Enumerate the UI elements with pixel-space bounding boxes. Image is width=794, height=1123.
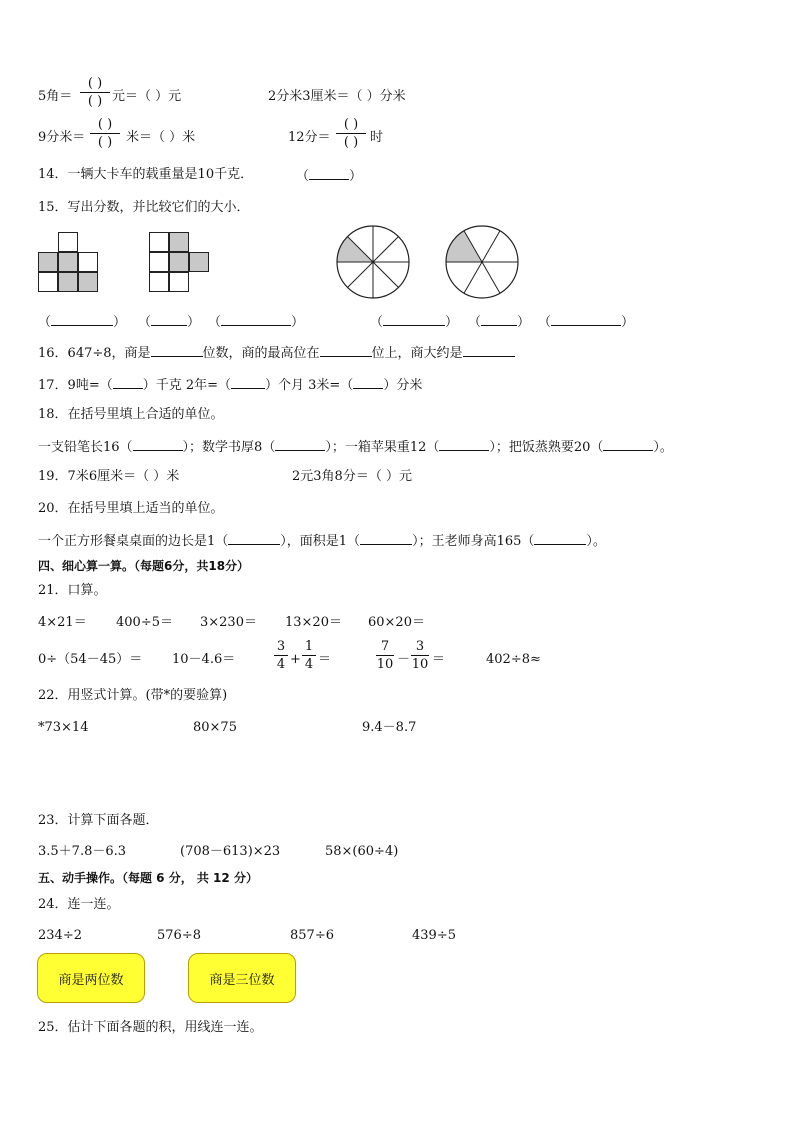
grid-cell-shaded: [169, 252, 189, 272]
answer-blank[interactable]: [353, 376, 383, 389]
grid-cell: [149, 232, 169, 252]
denominator-blank[interactable]: ( ): [87, 94, 103, 109]
grid-cell: [58, 232, 78, 252]
grid-cell-shaded: [58, 252, 78, 272]
grid-cell: [78, 252, 98, 272]
q22-item: 80×75: [193, 720, 237, 735]
fraction-three-quarters: 3 4: [274, 639, 288, 672]
numerator-blank[interactable]: ( ): [343, 117, 359, 132]
q15-answer-1[interactable]: （ ）: [38, 315, 127, 330]
circle-sector-shaded: [337, 237, 373, 263]
denominator-blank[interactable]: ( ): [343, 135, 359, 150]
fraction-seven-tenths: 7 10: [376, 639, 394, 672]
q21-item: 13×20＝: [285, 615, 342, 630]
circle-sector-shaded: [446, 231, 482, 262]
answer-blank[interactable]: [221, 313, 291, 326]
grid-cell: [149, 252, 169, 272]
q14-answer[interactable]: [296, 167, 362, 185]
q13-c-right: 米＝（ ）米: [126, 130, 196, 145]
q15-answer-4[interactable]: （ ）: [538, 315, 635, 330]
fraction-bar: [80, 92, 110, 93]
q13-a-fraction[interactable]: [80, 76, 110, 109]
answer-blank[interactable]: [439, 438, 489, 451]
q13-a-left: 5角＝: [38, 89, 73, 104]
grid-cell-shaded: [58, 272, 78, 292]
q21-item: 0÷（54－45）＝: [38, 652, 143, 667]
answer-blank[interactable]: [534, 532, 586, 545]
q13-d-right: 时: [370, 130, 384, 145]
answer-blank[interactable]: [360, 532, 412, 545]
answer-blank[interactable]: [133, 438, 183, 451]
q14-text: 14．一辆大卡车的载重量是10千克．: [38, 167, 254, 182]
q16: 16．647÷8，商是 位数，商的最高位在 位上，商大约是: [38, 344, 515, 362]
answer-blank[interactable]: [151, 313, 187, 326]
equals-sign: ＝: [432, 652, 446, 667]
q21-item: 3×230＝: [200, 615, 257, 630]
paren-open: （: [296, 169, 310, 184]
q23-item: 58×(60÷4): [325, 844, 399, 859]
q23-item: (708－613)×23: [180, 844, 281, 859]
numerator-blank[interactable]: ( ): [97, 117, 113, 132]
q17: 17．9吨=（ ）千克 2年=（ ）个月 3米=（ ）分米: [38, 378, 423, 393]
section-heading-4: 四、细心算一算。（每题6分，共18分）: [38, 559, 250, 573]
q22-text: 22．用竖式计算。(带*的要验算): [38, 688, 228, 703]
q13-d-fraction[interactable]: [336, 117, 366, 150]
answer-blank[interactable]: [320, 344, 372, 357]
q24-item[interactable]: 234÷2: [38, 928, 82, 943]
q22-item: *73×14: [38, 720, 89, 735]
q24-item[interactable]: 439÷5: [412, 928, 456, 943]
q15-compare-2[interactable]: （ ）: [468, 315, 531, 330]
paren-close: ）: [349, 169, 363, 184]
minus-sign: －: [397, 652, 411, 667]
circle-sixths: [444, 224, 520, 300]
grid-cell: [38, 272, 58, 292]
q15-answer-3[interactable]: （ ）: [370, 315, 459, 330]
circle-eighths: [335, 224, 411, 300]
q21-item: 400÷5＝: [116, 615, 173, 630]
answer-blank[interactable]: [51, 313, 113, 326]
answer-blank[interactable]: [309, 167, 349, 180]
answer-blank[interactable]: [151, 344, 203, 357]
three-digit-quotient-box[interactable]: 商是三位数: [188, 953, 296, 1003]
q15-compare-1[interactable]: （ ）: [138, 315, 201, 330]
two-digit-quotient-box[interactable]: 商是两位数: [37, 953, 145, 1003]
answer-blank[interactable]: [113, 376, 143, 389]
q21-text: 21．口算。: [38, 583, 107, 598]
fraction-three-tenths: 3 10: [411, 639, 429, 672]
q19-b: 2元3角8分＝（ ）元: [292, 469, 412, 484]
answer-blank[interactable]: [551, 313, 621, 326]
answer-blank[interactable]: [383, 313, 445, 326]
fraction-bar: [336, 133, 366, 134]
q13-b: 2分米3厘米＝（ ）分米: [268, 89, 406, 104]
fraction-bar: [90, 133, 120, 134]
q22-item: 9.4－8.7: [362, 720, 417, 735]
answer-blank[interactable]: [463, 344, 515, 357]
q23-item: 3.5＋7.8－6.3: [38, 844, 127, 859]
q24-text: 24．连一连。: [38, 897, 120, 912]
q21-item: 60×20＝: [368, 615, 425, 630]
plus-sign: +: [290, 652, 301, 667]
q20-text: 20．在括号里填上适当的单位。: [38, 501, 224, 516]
q15-text: 15．写出分数，并比较它们的大小．: [38, 200, 250, 215]
q13-c-fraction[interactable]: [90, 117, 120, 150]
q21-item: 10－4.6＝: [172, 652, 236, 667]
numerator-blank[interactable]: ( ): [87, 76, 103, 91]
grid-cell: [169, 272, 189, 292]
q21-item: 402÷8≈: [486, 652, 541, 667]
answer-blank[interactable]: [275, 438, 325, 451]
answer-blank[interactable]: [603, 438, 653, 451]
grid-cell-shaded: [169, 232, 189, 252]
q13-c-left: 9分米＝: [38, 130, 86, 145]
q13-d-left: 12分＝: [288, 130, 331, 145]
q19-a: 19．7米6厘米＝（ ）米: [38, 469, 180, 484]
grid-cell-shaded: [189, 252, 209, 272]
q18-line: 一支铅笔长16（ ）；数学书厚8（ ）；一箱苹果重12（ ）；把饭蒸熟要20（ ）。: [38, 440, 673, 455]
q25-text: 25．估计下面各题的积，用线连一连。: [38, 1020, 263, 1035]
answer-blank[interactable]: [231, 376, 265, 389]
grid-cell-shaded: [78, 272, 98, 292]
q24-item[interactable]: 576÷8: [157, 928, 201, 943]
grid-cell: [149, 272, 169, 292]
denominator-blank[interactable]: ( ): [97, 135, 113, 150]
q15-answer-2[interactable]: （ ）: [208, 315, 305, 330]
q20-line: 一个正方形餐桌桌面的边长是1（ ），面积是1（ ）；王老师身高165（ ）。: [38, 534, 606, 549]
q24-item[interactable]: 857÷6: [290, 928, 334, 943]
q13-a-right: 元＝（ ）元: [112, 89, 182, 104]
section-heading-5: 五、动手操作。（每题 6 分， 共 12 分）: [38, 871, 258, 885]
equals-sign: ＝: [318, 652, 332, 667]
answer-blank[interactable]: [481, 313, 517, 326]
q18-text: 18．在括号里填上合适的单位。: [38, 407, 224, 422]
q21-item: 4×21＝: [38, 615, 87, 630]
fraction-one-quarter: 1 4: [302, 639, 316, 672]
answer-blank[interactable]: [228, 532, 280, 545]
grid-cell-shaded: [38, 252, 58, 272]
q23-text: 23．计算下面各题．: [38, 813, 159, 828]
